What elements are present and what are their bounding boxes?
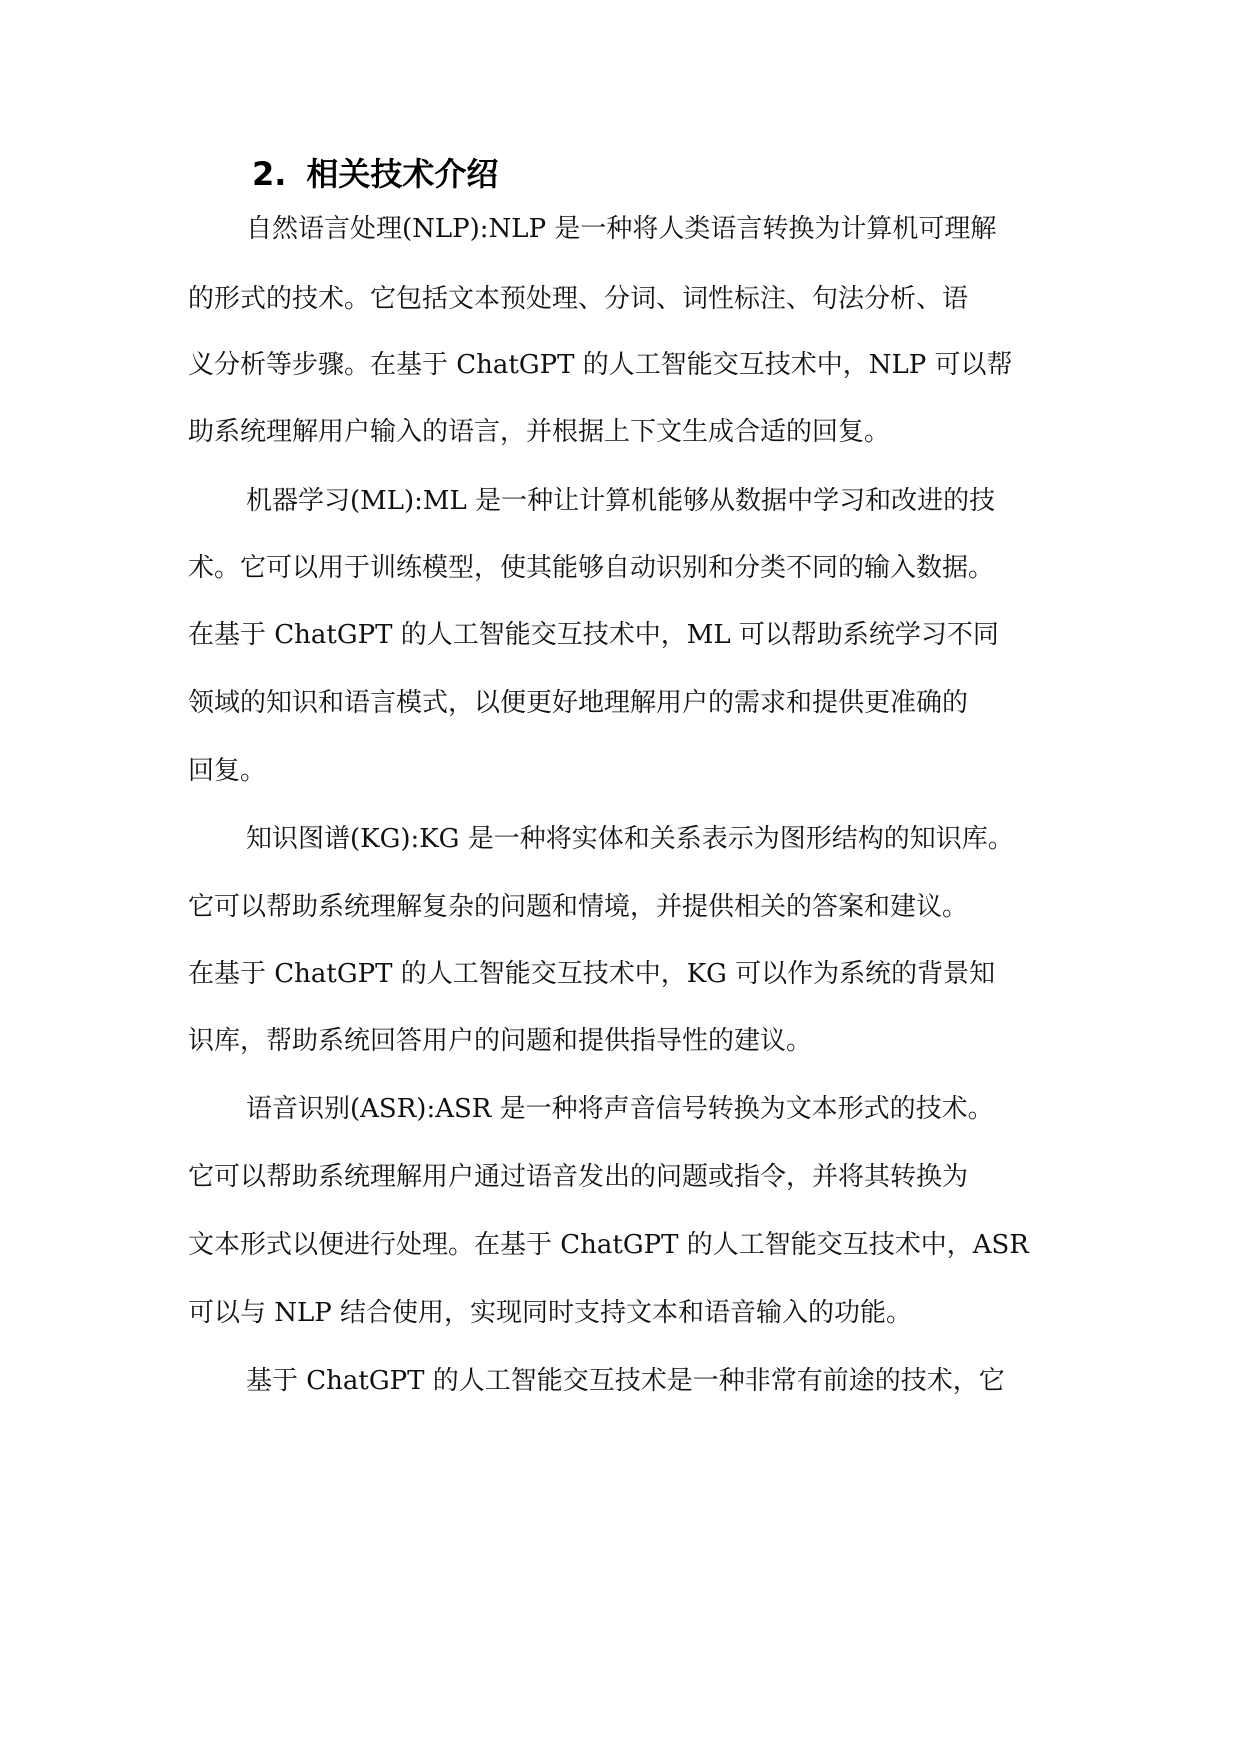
paragraph-ml-line-2: 术。它可以用于训练模型，使其能够自动识别和分类不同的输入数据。 xyxy=(188,553,995,583)
paragraph-asr-line-3: 文本形式以便进行处理。在基于 ChatGPT 的人工智能交互技术中，ASR xyxy=(188,1230,1029,1260)
paragraph-asr-line-1: 语音识别(ASR):ASR 是一种将声音信号转换为文本形式的技术。 xyxy=(246,1094,994,1124)
paragraph-ml-line-5: 回复。 xyxy=(188,756,267,786)
section-title: 相关技术介绍 xyxy=(306,155,499,193)
paragraph-kg-line-3: 在基于 ChatGPT 的人工智能交互技术中，KG 可以作为系统的背景知 xyxy=(188,959,996,989)
paragraph-asr-line-2: 它可以帮助系统理解用户通过语音发出的问题或指令，并将其转换为 xyxy=(188,1162,969,1192)
paragraph-asr-line-4: 可以与 NLP 结合使用，实现同时支持文本和语音输入的功能。 xyxy=(188,1298,913,1328)
paragraph-kg-line-1: 知识图谱(KG):KG 是一种将实体和关系表示为图形结构的知识库。 xyxy=(246,824,1014,854)
paragraph-nlp-line-2: 的形式的技术。它包括文本预处理、分词、词性标注、句法分析、语 xyxy=(188,284,969,314)
paragraph-ml-line-4: 领域的知识和语言模式，以便更好地理解用户的需求和提供更准确的 xyxy=(188,688,969,718)
paragraph-ml-line-3: 在基于 ChatGPT 的人工智能交互技术中，ML 可以帮助系统学习不同 xyxy=(188,620,999,650)
paragraph-nlp-line-3: 义分析等步骤。在基于 ChatGPT 的人工智能交互技术中，NLP 可以帮 xyxy=(188,350,1013,380)
paragraph-nlp-line-4: 助系统理解用户输入的语言，并根据上下文生成合适的回复。 xyxy=(188,417,891,447)
paragraph-kg-line-2: 它可以帮助系统理解复杂的问题和情境，并提供相关的答案和建议。 xyxy=(188,892,969,922)
paragraph-nlp-line-1: 自然语言处理(NLP):NLP 是一种将人类语言转换为计算机可理解 xyxy=(246,214,997,244)
section-number: 2. xyxy=(252,155,287,193)
paragraph-ml-line-1: 机器学习(ML):ML 是一种让计算机能够从数据中学习和改进的技 xyxy=(246,486,996,516)
paragraph-kg-line-4: 识库，帮助系统回答用户的问题和提供指导性的建议。 xyxy=(188,1026,813,1056)
section-heading xyxy=(252,150,498,198)
paragraph-summary-line-1: 基于 ChatGPT 的人工智能交互技术是一种非常有前途的技术，它 xyxy=(246,1366,1005,1396)
